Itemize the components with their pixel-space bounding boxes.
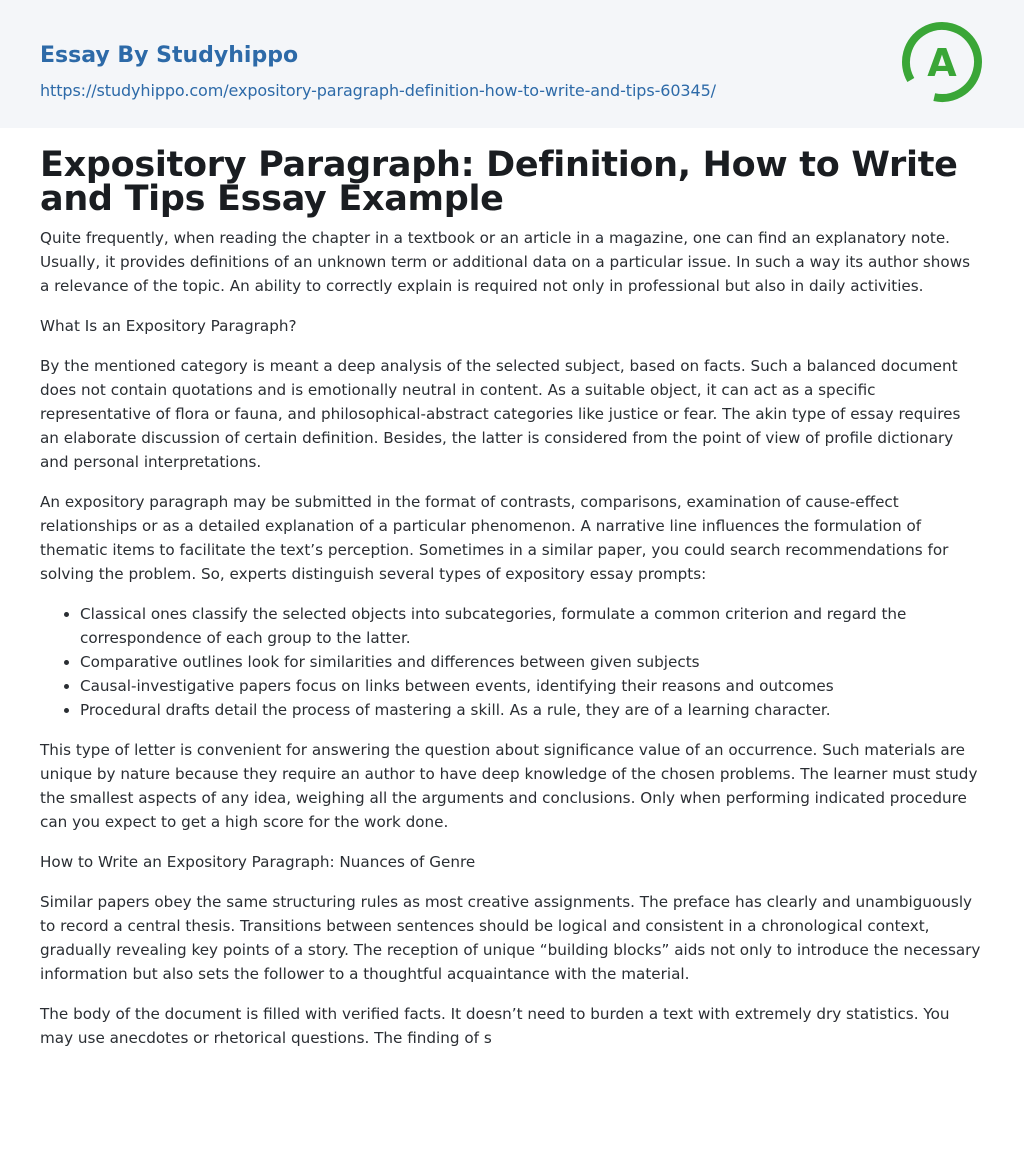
paragraph-body-facts: The body of the document is filled with verified facts. It doesn’t need to burden a text with extremely dry statistics. You may use anecdotes or rhetorical questions. The finding of s [40,1005,950,1047]
article-url-link[interactable]: https://studyhippo.com/expository-paragraph-definition-how-to-write-and-tips-60345/ [40,81,716,100]
paragraph-significance: This type of letter is convenient for answering the question about significance value of an occurrence. Such materials are unique by nature because they require an author to have deep knowledge of the chosen problems. The learner must study the smallest aspects of any idea, weighing all the arguments and conclusions. Only when performing indicated procedure can you expect to get a high score for the work done. [40,741,978,831]
list-item: • Classical ones classify the selected objects into subcategories, formulate a common criterion and regard the correspondence of each group to the latter. [80,602,984,650]
logo-letter: A [927,41,957,85]
paragraph-intro: Quite frequently, when reading the chapter in a textbook or an article in a magazine, one can find an explanatory note. Usually, it provides definitions of an unknown term or additional data on a particular issue. In such a way its author shows a relevance of the topic. An ability to correctly explain is required not only in professional but also in daily activities. [40,229,971,295]
paragraph-definition: By the mentioned category is meant a deep analysis of the selected subject, based on facts. Such a balanced document does not contain quotations and is emotionally neutral in content. As a suitable object, it can act as a specific representative of flora or fauna, and philosophical-abstract categories like justice or fear. The akin type of essay requires an elaborate discussion of certain definition. Besides, the latter is considered from the point of view of profile dictionary and personal interpretations. [40,357,961,471]
paragraph-structure: Similar papers obey the same structuring rules as most creative assignments. The preface has clearly and unambiguously to record a central thesis. Transitions between sentences should be logical and consistent in a chronological context, gradually revealing key points of a story. The reception of unique “building blocks” aids not only to introduce the necessary information but also sets the follower to a thoughtful acquaintance with the material. [40,893,981,983]
list-item: • Comparative outlines look for similarities and differences between given subjects [80,650,984,674]
site-title[interactable]: Essay By Studyhippo [40,43,299,68]
studyhippo-logo-icon[interactable] [900,20,984,104]
section-heading-how-to-write: How to Write an Expository Paragraph: Nuances of Genre [40,853,476,871]
page-title: Expository Paragraph: Definition, How to Write and Tips Essay Example [40,145,958,219]
article-body [0,128,1024,1050]
paragraph-formats: An expository paragraph may be submitted in the format of contrasts, comparisons, examination of cause-effect relationships or as a detailed explanation of a particular phenomenon. A narrative line influences the formulation of thematic items to facilitate the text’s perception. Sometimes in a similar paper, you could search recommendations for solving the problem. So, experts distinguish several types of expository essay prompts: [40,493,949,583]
list-item: • Procedural drafts detail the process of mastering a skill. As a rule, they are of a learning character. [80,698,984,722]
list-item: • Causal-investigative papers focus on links between events, identifying their reasons and outcomes [80,674,984,698]
prompt-types-list [40,602,984,722]
site-header [0,0,1024,128]
section-heading-what-is: What Is an Expository Paragraph? [40,317,297,335]
